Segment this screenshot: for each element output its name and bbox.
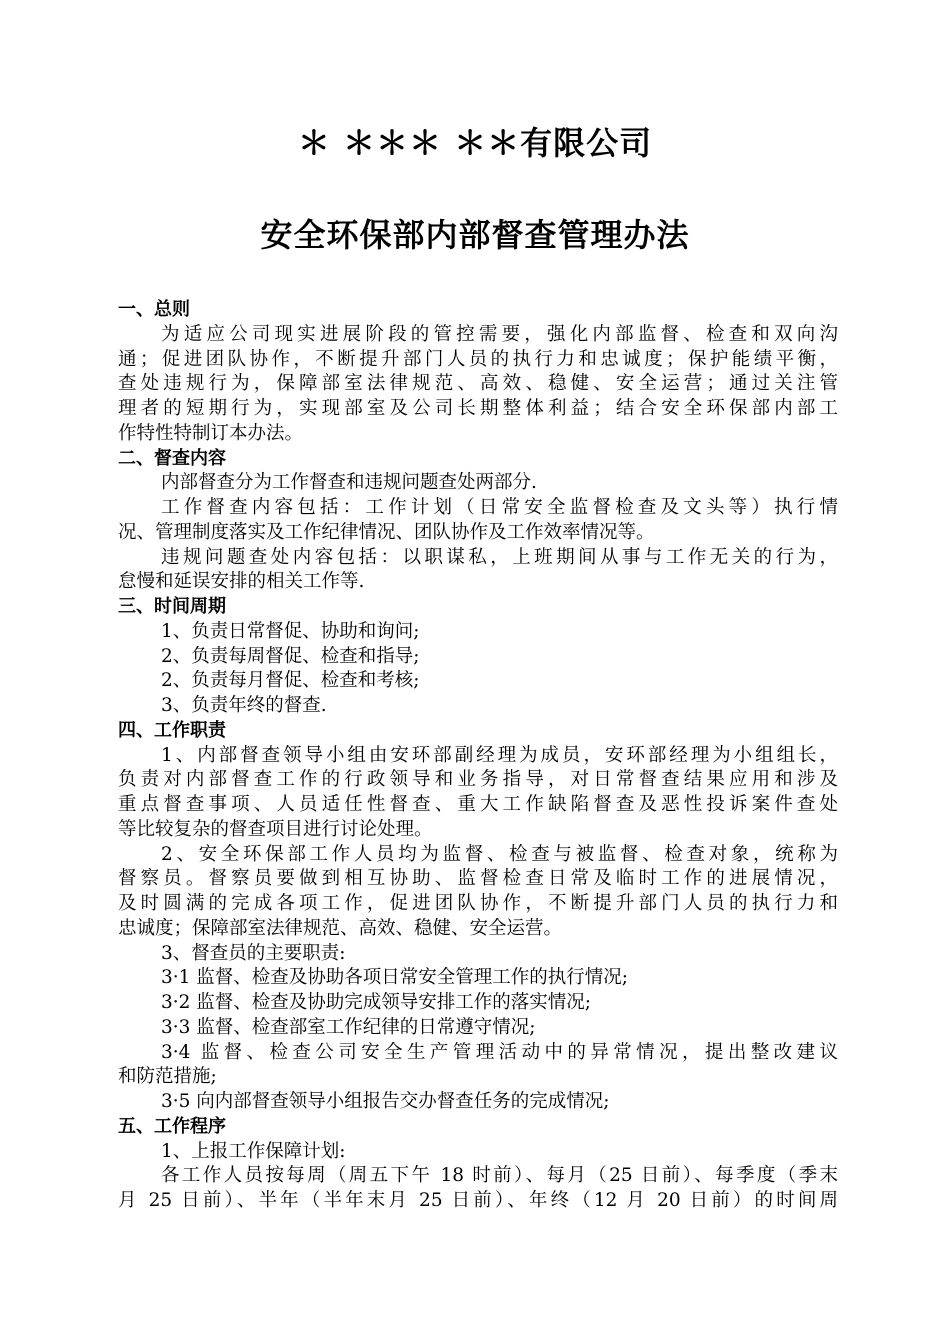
paragraph-line: 等比较复杂的督查项目进行讨论处理。 xyxy=(118,818,433,840)
section-heading: 三、时间周期 xyxy=(118,596,226,617)
paragraph-line: 3·4 监督、检查公司安全生产管理活动中的异常情况，提出整改建议 xyxy=(161,1041,838,1063)
paragraph-line: 工作督查内容包括：工作计划（日常安全监督检查及文头等）执行情 xyxy=(161,497,838,518)
paragraph-line: 及时圆满的完成各项工作，促进团队协作，不断提升部门人员的执行力和 xyxy=(118,893,838,914)
paragraph-line: 通；促进团队协作，不断提升部门人员的执行力和忠诚度；保护能绩平衡， xyxy=(118,348,838,370)
paragraph-line: 3·5 向内部督查领导小组报告交办督查任务的完成情况; xyxy=(161,1091,610,1112)
paragraph-line: 为适应公司现实进展阶段的管控需要，强化内部监督、检查和双向沟 xyxy=(161,323,838,345)
section-heading: 四、工作职责 xyxy=(118,719,226,741)
paragraph-line: 1、内部督查领导小组由安环部副经理为成员，安环部经理为小组组长， xyxy=(161,744,838,766)
paragraph-line: 违规问题查处内容包括：以职谋私，上班期间从事与工作无关的行为， xyxy=(161,546,838,568)
paragraph-line: 内部督查分为工作督查和违规问题查处两部分. xyxy=(161,472,537,494)
paragraph-line: 3·2 监督、检查及协助完成领导安排工作的落实情况; xyxy=(161,992,592,1013)
paragraph-line: 3·1 监督、检查及协助各项日常安全管理工作的执行情况; xyxy=(161,967,629,989)
paragraph-line: 作特性特制订本办法。 xyxy=(118,422,304,444)
paragraph-line: 重点督查事项、人员适任性督查、重大工作缺陷督查及恶性投诉案件查处 xyxy=(118,794,838,815)
paragraph-line: 怠慢和延误安排的相关工作等. xyxy=(118,571,365,593)
paragraph-line: 2、负责每月督促、检查和考核; xyxy=(161,670,420,692)
paragraph-line: 负责对内部督查工作的行政领导和业务指导，对日常督查结果应用和涉及 xyxy=(118,769,838,791)
paragraph-line: 3、负责年终的督查. xyxy=(161,695,327,716)
paragraph-line: 月 25 日前）、半年（半年末月 25 日前）、年终（12 月 20 日前）的时间周 xyxy=(118,1190,838,1211)
company-name: ＊ ＊＊＊ ＊＊有限公司 xyxy=(297,124,653,162)
paragraph-line: 3·3 监督、检查部室工作纪律的日常遵守情况; xyxy=(161,1016,536,1038)
paragraph-line: 1、上报工作保障计划: xyxy=(161,1140,346,1162)
section-heading: 二、督查内容 xyxy=(118,447,226,469)
paragraph-line: 况、管理制度落实及工作纪律情况、团队协作及工作效率情况等。 xyxy=(118,521,655,543)
paragraph-line: 2、安全环保部工作人员均为监督、检查与被监督、检查对象，统称为 xyxy=(161,843,838,865)
document-body xyxy=(118,298,838,1214)
paragraph-line: 忠诚度；保障部室法律规范、高效、稳健、安全运营。 xyxy=(118,917,563,939)
paragraph-line: 查处违规行为，保障部室法律规范、高效、稳健、安全运营；通过关注管 xyxy=(118,373,838,395)
paragraph-line: 理者的短期行为，实现部室及公司长期整体利益；结合安全环保部内部工 xyxy=(118,398,838,419)
section-heading: 五、工作程序 xyxy=(118,1115,226,1137)
paragraph-line: 督察员。督察员要做到相互协助、监督检查日常及临时工作的进展情况， xyxy=(118,868,838,890)
paragraph-line: 各工作人员按每周（周五下午 18 时前）、每月（25 日前）、每季度（季末 xyxy=(161,1165,838,1187)
section-heading: 一、总则 xyxy=(118,299,190,320)
paragraph-line: 1、负责日常督促、协助和询问; xyxy=(161,620,420,642)
paragraph-line: 3、督查员的主要职责: xyxy=(161,942,346,964)
document-title: 安全环保部内部督查管理办法 xyxy=(260,216,690,254)
paragraph-line: 和防范措施; xyxy=(118,1066,217,1088)
paragraph-line: 2、负责每周督促、检查和指导; xyxy=(161,645,420,667)
